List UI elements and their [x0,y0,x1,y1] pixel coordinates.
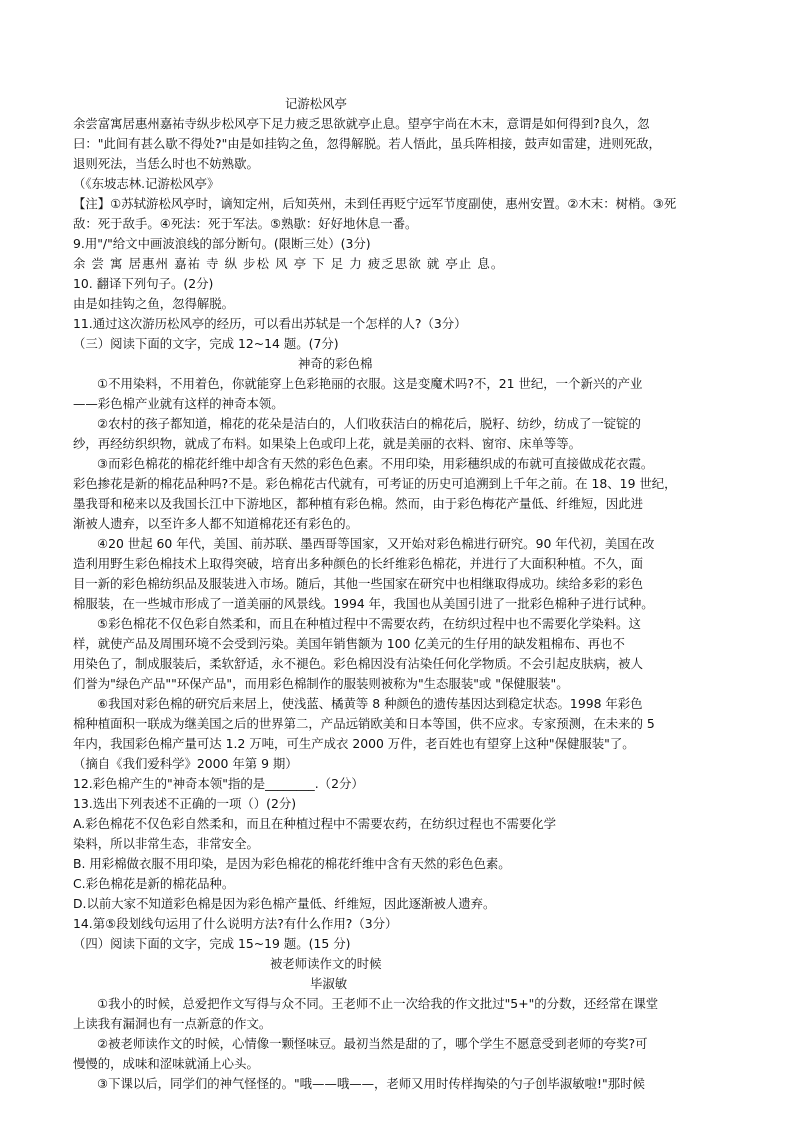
question-14: 14.第⑤段划线句运用了什么说明方法?有什么作用?（3分） [73,916,398,931]
paragraph-line: ⑤彩色棉花不仅色彩自然柔和，而且在种植过程中不需要农药，在纺织过程中也不需要化学染料。这 [97,616,641,631]
paragraph-line: 棉种植面积一联成为继美国之后的世界第二，产品远销欧美和日本等国，供不应求。专家预测，在未来的 5 [73,716,655,731]
paragraph-line: 棉服装，在一些城市形成了一道美丽的风景线。1994 年，我国也从美国引进了一批彩色棉种子进行试种。 [73,596,654,611]
classical-passage-title: 记游松风亭 [285,96,347,111]
option-a: A.彩色棉花不仅色彩自然柔和，而且在种植过程中不需要农药，在纺织过程也不需要化学 [73,816,557,831]
paragraph-line: 慢慢的，成味和涩味就涌上心头。 [73,1056,259,1071]
paragraph-line: 彩色掺花是新的棉花品种吗?不是。彩色棉花古代就有，可考证的历史可追溯到上千年之前。在 18、19 世纪， [73,476,677,491]
article-title: 神奇的彩色棉 [298,356,373,371]
paragraph-line: ④20 世起 60 年代，美国、前苏联、墨西哥等国家，又开始对彩色棉进行研究。90 年代初，美国在改 [97,536,655,551]
annotation-line: 敌：死于敌手。④死法：死于军法。⑤熟歇：好好地休息一番。 [73,216,418,231]
source-citation: （摘自《我们爱科学》2000 年第 9 期） [73,756,298,771]
option-a-cont: 染料，所以非常生态，非常安全。 [73,836,259,851]
paragraph-line: 上读我有漏洞也有一点新意的作文。 [73,1016,272,1031]
paragraph-line: 年内，我国彩色棉产量可达 1.2 万吨，可生产成衣 2000 万件，老百姓也有望穿上这种"保健服装"了。 [73,736,635,751]
paragraph-line: 墨我哥和秘来以及我国长江中下游地区，都种植有彩色棉。然而，由于彩色梅花产量低、纤维短，因此进 [73,496,643,511]
paragraph-line: 用染色了，制成服装后，柔软舒适，永不褪色。彩色棉因没有沾染任何化学物质。不会引起皮肤病，被人 [73,656,643,671]
question-10: 10. 翻译下列句子。(2分) [73,276,214,291]
paragraph-line: ⑥我国对彩色棉的研究后来居上，使浅蓝、橘黄等 8 种颜色的遗传基因达到稳定状态。1998 年彩色 [97,696,643,711]
article-author: 毕淑敏 [310,976,348,991]
article-title: 被老师读作文的时候 [270,956,382,971]
paragraph-line: ③下课以后，同学们的神气怪怪的。"哦——哦——，老师又用时传样掏染的勺子创毕淑敏啦!"那时候 [97,1076,645,1091]
question-11: 11.通过这次游历松风亭的经历，可以看出苏轼是一个怎样的人?（3分） [73,316,467,331]
option-d: D.以前大家不知道彩色棉是因为彩色棉产量低、纤维短，因此逐渐被人遗弃。 [73,896,496,911]
text-line: 退则死法，当恁么时也不妨熟歇。 [73,156,259,171]
section-4-heading: （四）阅读下面的文字，完成 15~19 题。(15 分) [73,936,351,951]
paragraph-line: ①不用染料，不用着色，你就能穿上色彩艳丽的衣服。这是变魔术吗?不，21 世纪，一个新兴的产业 [97,376,643,391]
paragraph-line: ③而彩色棉花的棉花纤维中却含有天然的彩色色素。不用印染，用彩穗织成的布就可直接做成花衣霞。 [97,456,654,471]
question-9-text: 余 尝 寓 居惠州 嘉祐 寺 纵 步松 风 亭 下 足 力 疲乏思欲 就 亭止 息。 [73,256,505,271]
paragraph-line: 样，就使产品及周围环境不会受到污染。美国年销售额为 100 亿美元的生仔用的缺发粗棉布、再也不 [73,636,625,651]
question-13: 13.选出下列表述不正确的一项（）(2分) [73,796,297,811]
question-9: 9.用"/"给文中画波浪线的部分断句。(限断三处）(3分) [73,236,371,251]
option-c: C.彩色棉花是新的棉花品种。 [73,876,235,891]
paragraph-line: 渐被人遗弃，以至许多人都不知道棉花还有彩色的。 [73,516,358,531]
paragraph-line: ②农村的孩子都知道，棉花的花朵是洁白的，人们收获洁白的棉花后，脱籽、纺纱，纺成了一锭锭的 [97,416,641,431]
paragraph-line: ②被老师读作文的时候，心情像一颗怪味豆。最初当然是甜的了，哪个学生不愿意受到老师的夸奖?可 [97,1036,648,1051]
paragraph-line: ——彩色棉产业就有这样的神奇本领。 [73,396,284,411]
text-line: 余尝富寓居惠州嘉祐寺纵步松风亭下足力疲乏思欲就亭止息。望亭宇尚在木末，意谓是如何得到?良久，忽 [73,116,650,131]
paragraph-line: 造利用野生彩色棉技术上取得突破，培育出多种颜色的长纤维彩色棉花，并进行了大面积种植。不久，面 [73,556,643,571]
question-10-text: 由是如挂钩之鱼，忽得解脱。 [73,296,235,311]
option-b: B. 用彩棉做衣服不用印染，是因为彩色棉花的棉花纤维中含有天然的彩色色素。 [73,856,511,871]
paragraph-line: ①我小的时候，总爱把作文写得与众不同。王老师不止一次给我的作文批过"5+"的分数，还经常在课堂 [97,996,659,1011]
paragraph-line: 们誉为"绿色产品""环保产品"，而用彩色棉制作的服装则被称为"生态服装"或 "保健服装"。 [73,676,569,691]
section-3-heading: （三）阅读下面的文字，完成 12~14 题。(7分) [73,336,339,351]
question-12: 12.彩色棉产生的"神奇本领"指的是________.（2分） [73,776,364,791]
text-line: 曰："此间有甚么歇不得处?"由是如挂钩之鱼，忽得解脱。若人悟此，虽兵阵相接，鼓声如雷建，进则死敌， [73,136,661,151]
annotation-line: 【注】①苏轼游松风亭时，谪知定州，后知英州，未到任再贬宁远军节度副使，惠州安置。②木末：树梢。③死 [73,196,677,211]
paragraph-line: 纱，再经纺织织物，就成了布料。如果染上色或印上花，就是美丽的衣料、窗帘、床单等等。 [73,436,582,451]
source-citation: （《东坡志林.记游松风亭》 [73,176,220,191]
paragraph-line: 目一新的彩色棉纺织品及服装进入市场。随后，其他一些国家在研究中也相继取得成功。续给多彩的彩色 [73,576,643,591]
